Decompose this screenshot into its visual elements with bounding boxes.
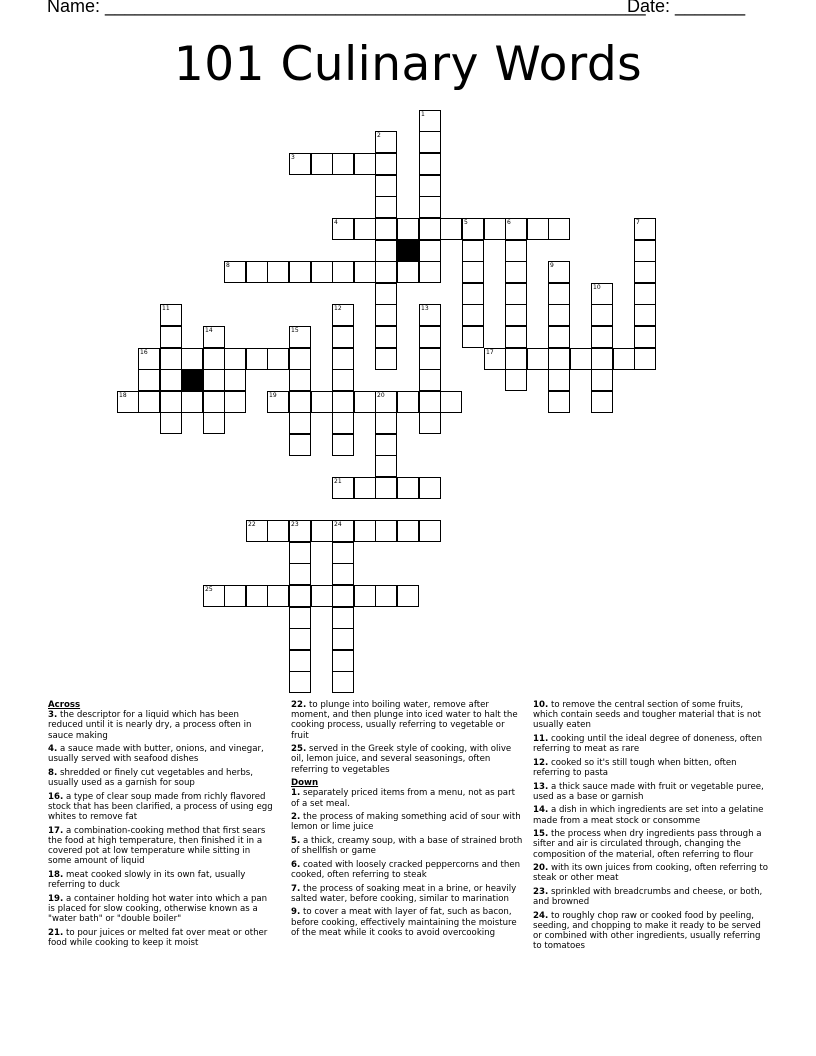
clue-text: a sauce made with butter, onions, and vinegar, usually served with seafood dishes	[48, 744, 264, 765]
crossword-cell[interactable]	[634, 304, 656, 326]
clue-column-3	[533, 700, 769, 955]
crossword-cell[interactable]	[332, 412, 354, 434]
crossword-cell[interactable]	[203, 326, 225, 348]
clue-text: to pour juices or melted fat over meat or other food while cooking to keep it moist	[48, 927, 268, 948]
clue-number-label: 14.	[533, 805, 549, 816]
crossword-cell[interactable]	[289, 628, 311, 650]
clue-text: a thick, creamy soup, with a base of strained broth of shellfish or game	[291, 836, 523, 857]
page-title: 101 Culinary Words	[173, 37, 643, 92]
crossword-cell[interactable]	[375, 455, 397, 477]
clue-number-label: 9.	[291, 907, 301, 918]
crossword-cell[interactable]	[462, 240, 484, 262]
crossword-cell[interactable]	[375, 196, 397, 218]
crossword-cell[interactable]	[419, 412, 441, 434]
crossword-cell[interactable]	[203, 412, 225, 434]
crossword-cell[interactable]	[375, 477, 397, 499]
clue-text: a dish in which ingredients are set into a gelatine made from a meat stock or consomme	[533, 805, 764, 826]
clue-item	[48, 768, 276, 788]
crossword-cell[interactable]	[570, 348, 592, 370]
crossword-cell[interactable]	[397, 585, 419, 607]
crossword-cell[interactable]	[181, 348, 203, 370]
crossword-cell[interactable]	[332, 520, 354, 542]
clue-number-label: 15.	[533, 829, 549, 840]
clue-number: 19	[269, 392, 277, 399]
clue-number-label: 21.	[48, 927, 64, 938]
crossword-cell[interactable]	[375, 391, 397, 413]
clue-number: 6	[507, 219, 511, 226]
crossword-cell[interactable]	[181, 391, 203, 413]
clue-text: the process of making something acid of sour with lemon or lime juice	[291, 812, 521, 833]
crossword-cell[interactable]	[289, 369, 311, 391]
crossword-cell[interactable]	[160, 391, 182, 413]
crossword-cell[interactable]	[354, 477, 376, 499]
clue-text: cooking until the ideal degree of doneness, often referring to meat as rare	[533, 734, 763, 755]
clue-number-label: 2.	[291, 812, 301, 823]
crossword-cell[interactable]	[332, 434, 354, 456]
crossword-cell[interactable]	[548, 304, 570, 326]
crossword-cell[interactable]	[634, 240, 656, 262]
crossword-cell[interactable]	[462, 283, 484, 305]
clue-number: 25	[205, 586, 213, 593]
crossword-cell[interactable]	[332, 585, 354, 607]
crossword-cell[interactable]	[613, 348, 635, 370]
crossword-cell[interactable]	[311, 520, 333, 542]
clue-number-label: 3.	[48, 710, 58, 721]
crossword-cell[interactable]	[332, 671, 354, 693]
clue-number: 18	[119, 392, 127, 399]
crossword-cell[interactable]	[332, 261, 354, 283]
clue-item	[533, 805, 769, 825]
crossword-cell[interactable]	[354, 218, 376, 240]
crossword-cell[interactable]	[289, 434, 311, 456]
clue-number-label: 13.	[533, 781, 549, 792]
clue-text: separately priced items from a menu, not as part of a set meal.	[291, 788, 515, 809]
crossword-cell[interactable]	[289, 563, 311, 585]
crossword-cell[interactable]	[505, 348, 527, 370]
crossword-cell[interactable]	[505, 218, 527, 240]
crossword-cell[interactable]	[375, 348, 397, 370]
clue-number-label: 12.	[533, 757, 549, 768]
crossword-cell[interactable]	[591, 391, 613, 413]
clue-number: 13	[421, 305, 429, 312]
crossword-cell[interactable]	[375, 326, 397, 348]
crossword-cell[interactable]	[484, 218, 506, 240]
clue-item	[291, 907, 523, 938]
clue-text: coated with loosely cracked peppercorns and then cooked, often referring to steak	[291, 859, 521, 880]
crossword-cell[interactable]	[419, 131, 441, 153]
clue-number: 21	[334, 478, 342, 485]
crossword-cell[interactable]	[462, 261, 484, 283]
clue-item	[533, 700, 769, 731]
clue-text: cooked so it's still tough when bitten, often referring to pasta	[533, 757, 737, 778]
clue-text: served in the Greek style of cooking, with olive oil, lemon juice, and several seasonings, often referring to vegetables	[291, 744, 512, 775]
crossword-cell[interactable]	[332, 477, 354, 499]
clue-item	[533, 829, 769, 860]
clue-number-label: 5.	[291, 836, 301, 846]
crossword-cell[interactable]	[375, 434, 397, 456]
crossword-cell[interactable]	[267, 261, 289, 283]
crossword-cell[interactable]	[224, 391, 246, 413]
crossword-cell[interactable]	[267, 348, 289, 370]
crossword-cell[interactable]	[332, 391, 354, 413]
crossword-cell[interactable]	[462, 326, 484, 348]
clue-text: to roughly chop raw or cooked food by peeling, seeding, and chopping to make it ready to be served or combined with other ingredients, usually referring to tomatoes	[533, 910, 761, 952]
crossword-cell[interactable]	[267, 520, 289, 542]
crossword-cell[interactable]	[375, 304, 397, 326]
crossword-cell[interactable]	[375, 585, 397, 607]
crossword-cell[interactable]	[267, 391, 289, 413]
crossword-cell[interactable]	[462, 218, 484, 240]
crossword-cell[interactable]	[267, 585, 289, 607]
crossword-cell[interactable]	[138, 391, 160, 413]
crossword-cell[interactable]	[397, 261, 419, 283]
crossword-cell[interactable]	[289, 585, 311, 607]
crossword-cell[interactable]	[591, 326, 613, 348]
clue-number-label: 25.	[291, 744, 307, 755]
crossword-cell[interactable]	[117, 391, 139, 413]
clue-number-label: 23.	[533, 886, 549, 897]
clue-number-label: 4.	[48, 744, 58, 755]
crossword-cell[interactable]	[397, 477, 419, 499]
crossword-cell[interactable]	[289, 520, 311, 542]
crossword-cell[interactable]	[375, 131, 397, 153]
crossword-cell[interactable]	[311, 153, 333, 175]
crossword-cell[interactable]	[311, 585, 333, 607]
clue-number-label: 19.	[48, 893, 64, 904]
crossword-cell[interactable]	[397, 520, 419, 542]
crossword-cell[interactable]	[375, 240, 397, 262]
crossword-cell[interactable]	[419, 520, 441, 542]
clue-number-label: 11.	[533, 734, 549, 744]
clue-column-2	[291, 700, 523, 941]
clue-item	[48, 792, 276, 823]
clue-number: 20	[377, 392, 385, 399]
clue-item	[48, 870, 276, 890]
crossword-cell[interactable]	[332, 153, 354, 175]
crossword-cell[interactable]	[289, 391, 311, 413]
crossword-cell[interactable]	[289, 348, 311, 370]
crossword-cell[interactable]	[548, 391, 570, 413]
clue-number: 5	[464, 219, 468, 226]
clue-number: 7	[636, 219, 640, 226]
crossword-cell[interactable]	[397, 218, 419, 240]
black-cell	[397, 240, 419, 262]
crossword-cell[interactable]	[505, 240, 527, 262]
crossword-cell[interactable]	[224, 348, 246, 370]
crossword-cell[interactable]	[289, 671, 311, 693]
clue-text: a type of clear soup made from richly flavored stock that has been clarified, a process of using egg whites to remove fat	[48, 791, 273, 823]
crossword-cell[interactable]	[591, 369, 613, 391]
crossword-cell[interactable]	[375, 175, 397, 197]
clue-item	[533, 782, 769, 802]
crossword-cell[interactable]	[548, 326, 570, 348]
crossword-cell[interactable]	[375, 153, 397, 175]
crossword-cell[interactable]	[160, 326, 182, 348]
clue-item	[533, 887, 769, 907]
crossword-cell[interactable]	[160, 412, 182, 434]
black-cell	[181, 369, 203, 391]
crossword-cell[interactable]	[354, 153, 376, 175]
crossword-cell[interactable]	[419, 175, 441, 197]
crossword-cell[interactable]	[332, 607, 354, 629]
clue-text: shredded or finely cut vegetables and herbs, usually used as a garnish for soup	[48, 768, 253, 789]
clue-item	[48, 744, 276, 764]
crossword-cell[interactable]	[527, 218, 549, 240]
crossword-cell[interactable]	[332, 304, 354, 326]
crossword-cell[interactable]	[311, 391, 333, 413]
crossword-cell[interactable]	[484, 348, 506, 370]
crossword-cell[interactable]	[419, 391, 441, 413]
crossword-cell[interactable]	[419, 218, 441, 240]
clue-text: a container holding hot water into which a pan is placed for slow cooking, otherwise known as a "water bath" or "double boiler"	[48, 893, 268, 925]
clue-number: 24	[334, 521, 342, 528]
clue-number: 14	[205, 327, 213, 334]
section-heading: Down	[291, 778, 319, 789]
crossword-cell[interactable]	[375, 412, 397, 434]
crossword-cell[interactable]	[419, 153, 441, 175]
clue-number-label: 16.	[48, 791, 64, 802]
crossword-cell[interactable]	[419, 110, 441, 132]
crossword-cell[interactable]	[634, 348, 656, 370]
crossword-cell[interactable]	[354, 585, 376, 607]
crossword-cell[interactable]	[419, 369, 441, 391]
crossword-cell[interactable]	[354, 391, 376, 413]
name-field-label: Name: ______________________________________________________	[47, 0, 646, 16]
crossword-cell[interactable]	[634, 261, 656, 283]
clue-item	[533, 734, 769, 754]
clue-number: 23	[291, 521, 299, 528]
crossword-cell[interactable]	[311, 261, 333, 283]
clue-text: a thick sauce made with fruit or vegetable puree, used as a base or garnish	[533, 781, 764, 802]
crossword-cell[interactable]	[419, 196, 441, 218]
clue-text: the process when dry ingredients pass through a sifter and air is circulated through, changing the composition of the material, often referring to flour	[533, 829, 762, 860]
clue-number: 3	[291, 154, 295, 161]
crossword-cell[interactable]	[634, 283, 656, 305]
crossword-cell[interactable]	[548, 369, 570, 391]
section-heading: Across	[48, 700, 81, 710]
crossword-cell[interactable]	[527, 348, 549, 370]
clue-number: 11	[162, 305, 170, 312]
crossword-cell[interactable]	[591, 348, 613, 370]
crossword-cell[interactable]	[548, 283, 570, 305]
crossword-cell[interactable]	[289, 412, 311, 434]
crossword-cell[interactable]	[203, 391, 225, 413]
crossword-cell[interactable]	[548, 348, 570, 370]
crossword-cell[interactable]	[246, 348, 268, 370]
clue-number: 12	[334, 305, 342, 312]
clue-item	[48, 710, 276, 741]
clue-item	[291, 860, 523, 880]
clue-text: the descriptor for a liquid which has been reduced until it is nearly dry, a process often in sauce making	[48, 710, 252, 741]
clue-number: 2	[377, 132, 381, 139]
crossword-cell[interactable]	[548, 218, 570, 240]
crossword-cell[interactable]	[203, 369, 225, 391]
crossword-cell[interactable]	[634, 218, 656, 240]
clue-column-1	[48, 700, 276, 952]
clue-item	[48, 928, 276, 948]
clue-number-label: 6.	[291, 859, 301, 870]
clue-number: 8	[226, 262, 230, 269]
crossword-cell[interactable]	[332, 650, 354, 672]
crossword-cell[interactable]	[203, 585, 225, 607]
clue-text: to remove the central section of some fruits, which contain seeds and tougher material that is not usually eaten	[533, 700, 761, 731]
clue-item	[48, 826, 276, 867]
crossword-cell[interactable]	[332, 542, 354, 564]
crossword-cell[interactable]	[375, 283, 397, 305]
clue-number: 15	[291, 327, 299, 334]
crossword-cell[interactable]	[440, 391, 462, 413]
clue-number: 9	[550, 262, 554, 269]
clue-number: 1	[421, 111, 425, 118]
clue-number: 22	[248, 521, 256, 528]
clue-text: to cover a meat with layer of fat, such as bacon, before cooking, effectively maintaining the moisture of the meat while it cooks to avoid overcooking	[291, 907, 517, 938]
clue-number-label: 24.	[533, 910, 549, 921]
clue-item	[48, 894, 276, 925]
clue-number-label: 10.	[533, 700, 549, 710]
crossword-cell[interactable]	[505, 304, 527, 326]
crossword-cell[interactable]	[505, 326, 527, 348]
clue-item	[291, 884, 523, 904]
crossword-cell[interactable]	[591, 283, 613, 305]
crossword-cell[interactable]	[354, 520, 376, 542]
crossword-cell[interactable]	[138, 369, 160, 391]
crossword-cell[interactable]	[419, 326, 441, 348]
clue-number-label: 17.	[48, 825, 64, 836]
crossword-cell[interactable]	[419, 477, 441, 499]
crossword-cell[interactable]	[289, 607, 311, 629]
clue-item	[291, 700, 523, 741]
crossword-cell[interactable]	[419, 348, 441, 370]
clue-item	[533, 863, 769, 883]
clue-text: a combination-cooking method that first sears the food at high temperature, then finished it in a covered pot at low temperature while sitting in some amount of liquid	[48, 825, 266, 867]
clue-text: meat cooked slowly in its own fat, usually referring to duck	[48, 870, 246, 891]
clue-item	[291, 788, 523, 808]
crossword-cell[interactable]	[160, 348, 182, 370]
clue-text: to plunge into boiling water, remove after moment, and then plunge into iced water to halt the cooking process, usually referring to vegetable or fruit	[291, 700, 518, 741]
clue-item	[291, 836, 523, 856]
crossword-cell[interactable]	[203, 348, 225, 370]
clue-item	[291, 812, 523, 832]
crossword-cell[interactable]	[289, 326, 311, 348]
crossword-cell[interactable]	[634, 326, 656, 348]
crossword-cell[interactable]	[289, 261, 311, 283]
crossword-cell[interactable]	[138, 348, 160, 370]
crossword-cell[interactable]	[354, 261, 376, 283]
clue-number: 16	[140, 349, 148, 356]
crossword-cell[interactable]	[332, 348, 354, 370]
crossword-cell[interactable]	[289, 650, 311, 672]
crossword-cell[interactable]	[419, 304, 441, 326]
crossword-cell[interactable]	[505, 283, 527, 305]
crossword-cell[interactable]	[224, 369, 246, 391]
clue-item	[291, 744, 523, 775]
crossword-cell[interactable]	[160, 304, 182, 326]
clue-item	[533, 911, 769, 952]
clue-number-label: 7.	[291, 883, 301, 894]
crossword-cell[interactable]	[224, 585, 246, 607]
crossword-cell[interactable]	[224, 261, 246, 283]
crossword-cell[interactable]	[332, 628, 354, 650]
crossword-cell[interactable]	[332, 563, 354, 585]
crossword-cell[interactable]	[332, 369, 354, 391]
clue-number: 17	[486, 349, 494, 356]
crossword-cell[interactable]	[548, 261, 570, 283]
clue-text: with its own juices from cooking, often referring to steak or other meat	[533, 863, 768, 884]
crossword-cell[interactable]	[591, 304, 613, 326]
crossword-cell[interactable]	[440, 218, 462, 240]
crossword-cell[interactable]	[375, 520, 397, 542]
date-field-label: Date: _______	[627, 0, 746, 16]
crossword-cell[interactable]	[397, 391, 419, 413]
crossword-cell[interactable]	[332, 326, 354, 348]
crossword-cell[interactable]	[419, 261, 441, 283]
clue-number-label: 20.	[533, 863, 549, 874]
crossword-cell[interactable]	[246, 261, 268, 283]
crossword-cell[interactable]	[505, 261, 527, 283]
clue-item	[533, 758, 769, 778]
crossword-cell[interactable]	[246, 585, 268, 607]
clue-number-label: 1.	[291, 788, 301, 799]
crossword-cell[interactable]	[462, 304, 484, 326]
crossword-cell[interactable]	[375, 261, 397, 283]
crossword-cell[interactable]	[289, 153, 311, 175]
clue-number-label: 8.	[48, 768, 58, 778]
clue-text: the process of soaking meat in a brine, or heavily salted water, before cooking, similar to marination	[291, 883, 517, 904]
clue-number: 10	[593, 284, 601, 291]
crossword-cell[interactable]	[289, 542, 311, 564]
clue-number-label: 18.	[48, 870, 64, 880]
crossword-cell[interactable]	[160, 369, 182, 391]
clue-text: sprinkled with breadcrumbs and cheese, or both, and browned	[533, 886, 763, 908]
clue-number-label: 22.	[291, 700, 307, 710]
clue-number: 4	[334, 219, 338, 226]
crossword-cell[interactable]	[419, 240, 441, 262]
crossword-cell[interactable]	[505, 369, 527, 391]
crossword-cell[interactable]	[375, 218, 397, 240]
crossword-cell[interactable]	[332, 218, 354, 240]
crossword-cell[interactable]	[246, 520, 268, 542]
